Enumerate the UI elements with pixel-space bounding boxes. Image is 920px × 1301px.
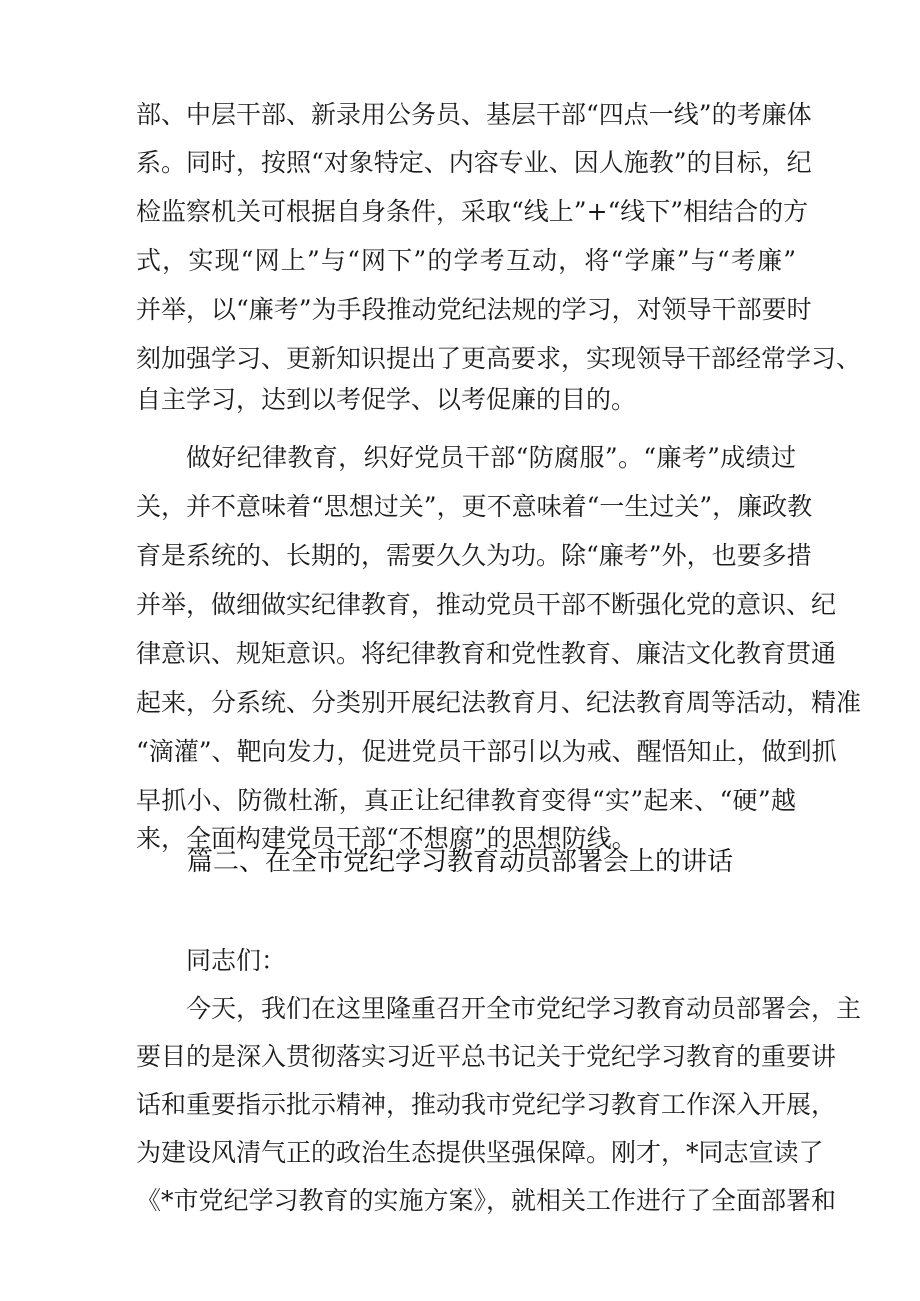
paragraph-line: 部、中层干部、新录用公务员、基层干部“四点一线”的考廉体 [136, 100, 812, 129]
paragraph-line: 并举，做细做实纪律教育，推动党员干部不断强化党的意识、纪 [136, 590, 837, 619]
paragraph-line: 育是系统的、长期的，需要久久为功。除“廉考”外，也要多措 [136, 541, 812, 570]
paragraph-line: 起来，分系统、分类别开展纪法教育月、纪法教育周等活动，精准 [136, 688, 862, 717]
paragraph-line: 话和重要指示批示精神，推动我市党纪学习教育工作深入开展， [136, 1090, 837, 1119]
paragraph-line: 做好纪律教育，织好党员干部“防腐服”。“廉考”成绩过 [186, 443, 797, 472]
paragraph-line: 并举，以“廉考”为手段推动党纪法规的学习，对领导干部要时 [136, 295, 812, 324]
paragraph-line: 系。同时，按照“对象特定、内容专业、因人施教”的目标，纪 [136, 148, 812, 177]
paragraph-line: “滴灌”、靶向发力，促进党员干部引以为戒、醒悟知止，做到抓 [136, 737, 837, 766]
paragraph-line: 早抓小、防微杜渐，真正让纪律教育变得“实”起来、“硬”越 [136, 786, 796, 815]
paragraph-line: 关，并不意味着“思想过关”，更不意味着“一生过关”，廉政教 [136, 492, 813, 521]
paragraph-line: 式，实现“网上”与“网下”的学考互动，将“学廉”与“考廉” [136, 246, 796, 275]
paragraph-line: 检监察机关可根据自身条件，采取“线上”+“线下”相结合的方 [136, 197, 809, 226]
salutation: 同志们： [186, 946, 287, 975]
paragraph-line: 为建设风清气正的政治生态提供坚强保障。刚才，*同志宣读了 [136, 1138, 824, 1167]
paragraph-line: 要目的是深入贯彻落实习近平总书记关于党纪学习教育的重要讲 [136, 1042, 837, 1071]
paragraph-line: 刻加强学习、更新知识提出了更高要求，实现领导干部经常学习、 [136, 344, 862, 373]
section-heading: 篇二、在全市党纪学习教育动员部署会上的讲话 [186, 847, 733, 877]
paragraph-line: 来，全面构建党员干部“不想腐”的思想防线。 [136, 824, 637, 853]
paragraph-line: 今天，我们在这里隆重召开全市党纪学习教育动员部署会，主 [186, 994, 862, 1023]
paragraph-line: 律意识、规矩意识。将纪律教育和党性教育、廉洁文化教育贯通 [136, 639, 837, 668]
paragraph-line: 《*市党纪学习教育的实施方案》，就相关工作进行了全面部署和 [136, 1186, 837, 1215]
paragraph-line: 自主学习，达到以考促学、以考促廉的目的。 [136, 385, 637, 414]
